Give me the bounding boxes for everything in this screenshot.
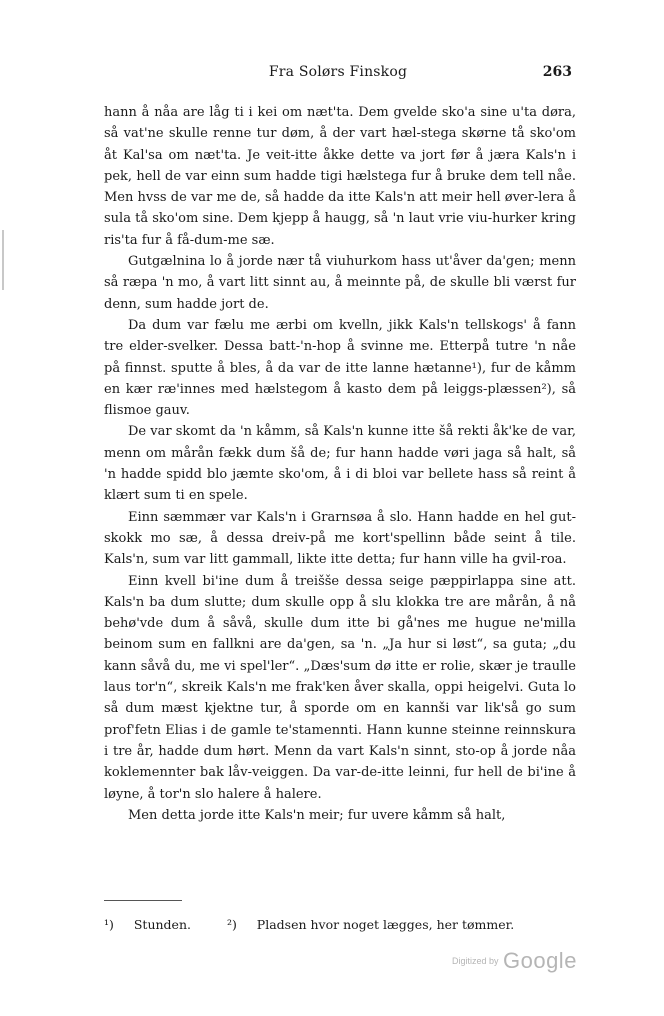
paragraph: Einn kvell bi'ine dum å treišše dessa seige pæppirlappa sine att. Kals'n ba dum slutte; dum skulle opp å slu klokka tre are mårån, å nå behø'vde dum å såvå, skulle dum itte bi gå'nes me hugue ne'milla beinom sum en fallkni are da'gen, sa 'n. „Ja hur si løst“, sa guta; „du kann såvå du, me vi spel'ler“. „Dæs'sum dø itte er rolie, skær je traulle laus tor'n“, skreik Kals'n me frak'ken åver skalla, oppi heigelvi. Guta lo så dum mæst kjektne tur, å sporde om en kannši var lik'så go sum prof'fetn Elias i de gamle te'stamennti. Hann kunne steinne reinnskura i tre år, hadde dum hørt. Menn da vart Kals'n sinnt, sto-op å jorde nåa koklemennter bak låv-veiggen. Da var-de-itte leinni, fur hell de bi'ine å løyne, å tor'n slo halere å halere. [104, 573, 576, 802]
paragraph: Da dum var fælu me ærbi om kvelln, jikk Kals'n tellskogs' å fann tre elder-svelker. Dessa batt-'n-hop å svinne me. Etterpå tutre 'n nåe på finnst. sputte å bles, å da var de itte lanne hætanne¹), fur de kåmm en kær ræ'innes med hælstegom å kasto dem på leiggs-plæssen²), så flismoe gauv. [104, 317, 576, 419]
watermark-prefix: Digitized by [452, 956, 499, 966]
footnote-mark: ¹) [104, 917, 114, 932]
page-header [104, 64, 572, 84]
paragraph: De var skomt da 'n kåmm, så Kals'n kunne itte šå rekti åk'ke de var, menn om mårån fækk dum šå de; fur hann hadde vøri jaga så halt, så 'n hadde spidd blo jæmte sko'om, å i di bloi var bellete hass så reint å klært sum ti en spele. [104, 424, 576, 504]
running-head: Fra Solørs Finskog [268, 64, 408, 80]
paragraph: Gutgælnina lo å jorde nær tå viuhurkom hass ut'åver da'gen; menn så ræpa 'n mo, å vart litt sinnt au, å meinnte på, de skulle bli værst fur denn, sum hadde jort de. [104, 254, 576, 312]
footnotes [104, 916, 576, 934]
paragraph: Einn sæmmær var Kals'n i Grarnsøa å slo. Hann hadde en hel gut-skokk mo sæ, å dessa dreiv-på me kort'spellinn både seint å tile. Kals'n, sum var litt gammall, likte itte detta; fur hann ville ha gvil-roa. [104, 509, 576, 568]
page-edge-mark [2, 230, 4, 290]
body-text [104, 102, 576, 826]
footnote-mark: ²) [226, 917, 237, 932]
footnote-text: Pladsen hvor noget lægges, her tømmer. [256, 917, 515, 932]
watermark-brand: Google [502, 948, 577, 973]
paragraph: Men detta jorde itte Kals'n meir; fur uvere kåmm så halt, [128, 807, 506, 823]
page-number: 263 [542, 64, 572, 80]
footnote-text: Stunden. [133, 917, 191, 932]
paragraph: hann å nåa are låg ti i kei om næt'ta. Dem gvelde sko'a sine u'ta døra, så vat'ne skulle renne tur døm, å der vart hæl-stega skørne tå sko'om åt Kal'sa om næt'ta. Je veit-itte åkke dette va jort før å jæra Kals'n i pek, hell de var einn sum hadde tigi hælstega fur å bruke dem tell nåe. Men hvss de var me de, så hadde da itte Kals'n att meir hell øver-lera å sula tå sko'om sine. Dem kjepp å haugg, så 'n laut vrie viu-hurker kring ris'ta fur å få-dum-me sæ. [104, 105, 576, 248]
footnote-divider [104, 900, 182, 901]
digitized-watermark [452, 948, 577, 974]
